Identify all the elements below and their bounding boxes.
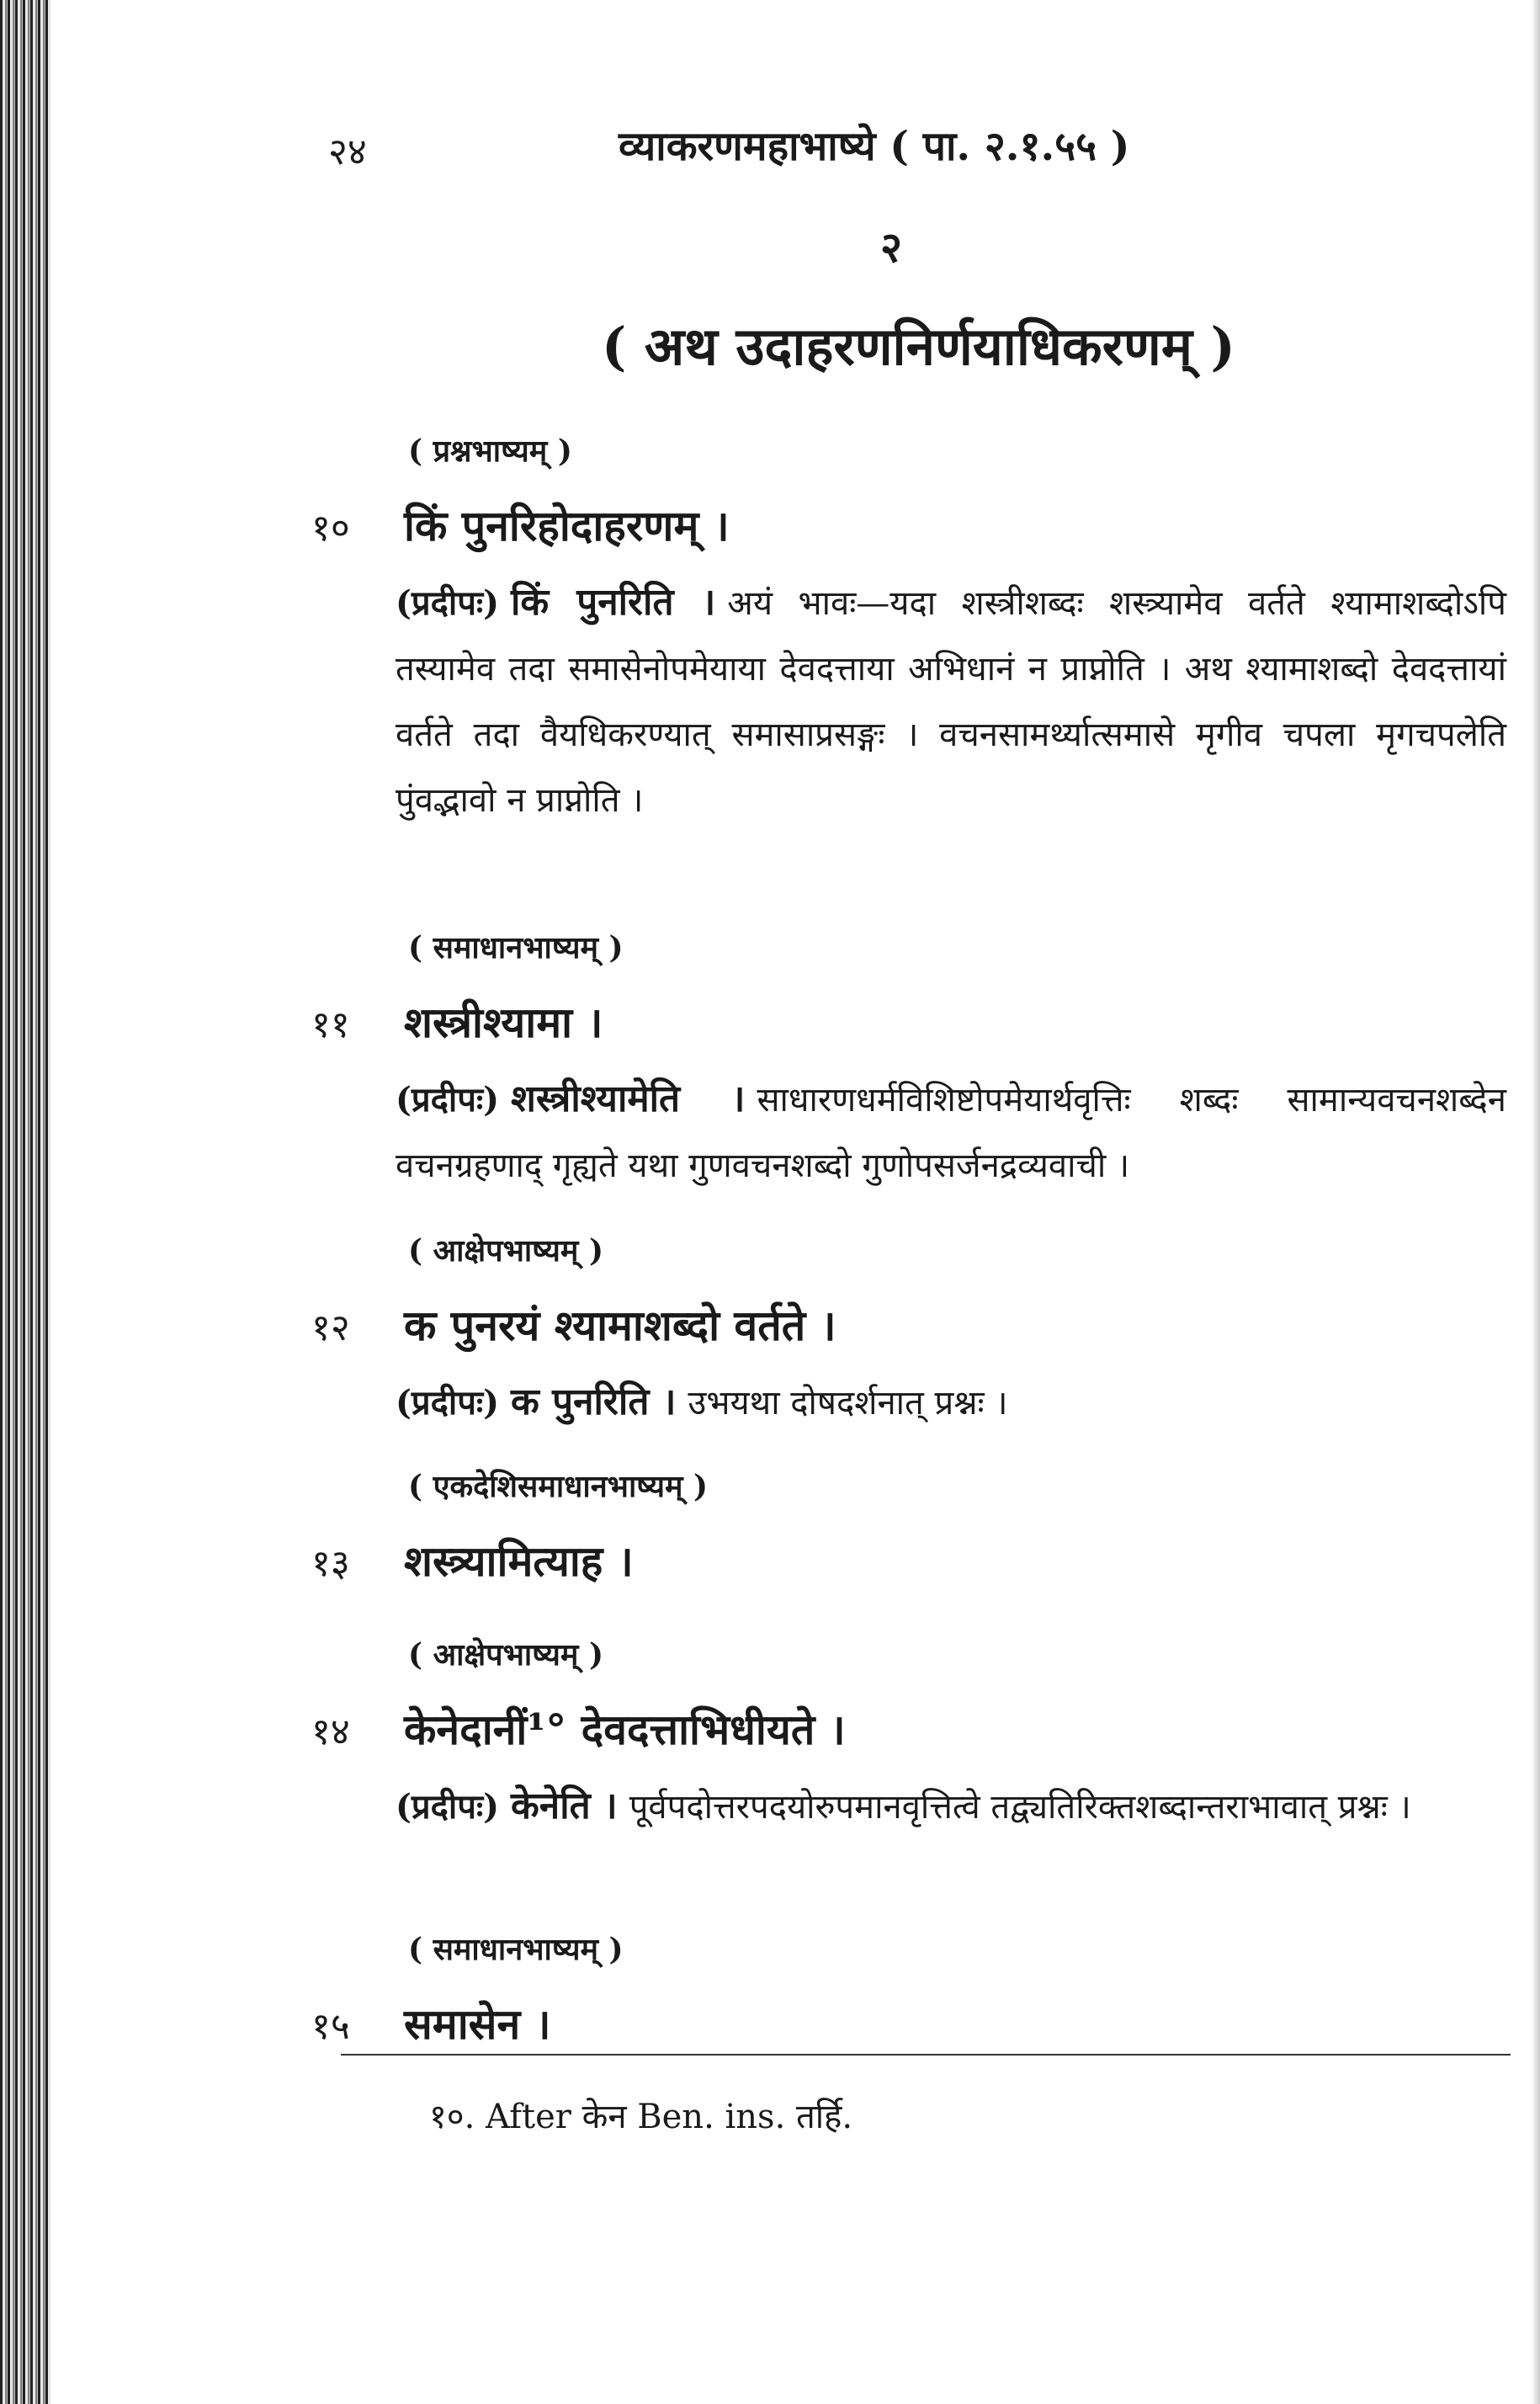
bhashya-text: किं पुनरिहोदाहरणम् । <box>404 501 730 550</box>
commentary-text: साधारणधर्मविशिष्टोपमेयार्थवृत्तिः शब्दः सामान्यवचनशब्देन वचनग्रहणाद् गृह्यते यथा गुणवचनशब्दो गुणोपसर्जनद्रव्यवाची । <box>396 1081 1506 1185</box>
commentary-prefix: (प्रदीपः) <box>396 1080 500 1120</box>
commentary-keyword: क पुनरिति । <box>511 1380 677 1423</box>
block-label: ( समाधानभाष्यम् ) <box>408 930 624 965</box>
bhashya-text: शस्त्रीश्यामा । <box>404 997 603 1047</box>
line-number: १२ <box>311 1306 350 1349</box>
block-label: ( आक्षेपभाष्यम् ) <box>408 1233 604 1268</box>
commentary-prefix: (प्रदीपः) <box>396 583 500 623</box>
commentary-text: उभयथा दोषदर्शनात् प्रश्नः । <box>688 1384 1008 1423</box>
bhashya-text: शस्त्र्यामित्याह । <box>404 1536 634 1586</box>
bhashya-block <box>311 1633 1506 1840</box>
section-title: ( अथ उदाहरणनिर्णयाधिकरणम् ) <box>602 316 1235 377</box>
pradipa-commentary <box>396 570 1506 833</box>
page-header <box>328 118 1170 177</box>
bhashya-block <box>311 429 1506 833</box>
bhashya-line <box>311 992 1506 1050</box>
commentary-prefix: (प्रदीपः) <box>396 1383 500 1423</box>
block-label: ( प्रश्नभाष्यम् ) <box>408 433 572 469</box>
commentary-text: पूर्वपदोत्तरपदयोरुपमानवृत्तित्वे तद्व्यतिरिक्तशब्दान्तराभावात् प्रश्नः । <box>629 1788 1411 1827</box>
line-number: १५ <box>311 2005 350 2048</box>
block-label: ( आक्षेपभाष्यम् ) <box>408 1637 604 1673</box>
bhashya-block <box>311 1928 1506 2051</box>
block-label: ( समाधानभाष्यम् ) <box>408 1932 624 1967</box>
line-number: १३ <box>311 1542 350 1585</box>
section-number: २ <box>880 222 902 272</box>
line-number: १० <box>311 507 350 550</box>
commentary-text: अयं भावः—यदा शस्त्रीशब्दः शस्त्र्यामेव वर्तते श्यामाशब्दोऽपि तस्यामेव तदा समासेनोपमेयाया देवदत्ताया अभिधानं न प्राप्नोति । अथ श्यामाशब्दो देवदत्तायां वर्तते तदा वैयधिकरण्यात् समासाप्रसङ्गः । वचनसामर्थ्यात्समासे मृगीव चपला मृगचपलेति पुंवद्भावो न प्राप्नोति । <box>396 584 1507 820</box>
bhashya-text: केनेदानीं¹° देवदत्ताभिधीयते । <box>404 1705 846 1754</box>
commentary-keyword: केनेति । <box>511 1784 618 1827</box>
bhashya-line <box>311 1994 1506 2051</box>
block-label: ( एकदेशिसमाधानभाष्यम् ) <box>408 1469 709 1504</box>
footnote-divider <box>341 2054 1511 2056</box>
pradipa-commentary <box>396 1066 1506 1199</box>
bhashya-line <box>311 1531 1506 1588</box>
running-title: व्याकरणमहाभाष्ये ( पा. २.१.५५ ) <box>619 123 1130 170</box>
line-number: ११ <box>311 1003 350 1046</box>
pradipa-commentary <box>396 1370 1506 1436</box>
commentary-prefix: (प्रदीपः) <box>396 1787 500 1827</box>
footnote: १०. After केन Ben. ins. तर्हि. <box>429 2098 853 2136</box>
bhashya-block <box>311 1229 1506 1436</box>
commentary-keyword: शस्त्रीश्यामेति । <box>511 1077 746 1120</box>
bhashya-line <box>311 496 1506 553</box>
bhashya-text: क पुनरयं श्यामाशब्दो वर्तते । <box>404 1300 836 1350</box>
bhashya-line <box>311 1699 1506 1757</box>
bhashya-text: समासेन । <box>404 1999 551 2049</box>
line-number: १४ <box>311 1710 350 1753</box>
pradipa-commentary <box>396 1774 1506 1840</box>
bhashya-block <box>311 926 1506 1199</box>
page-number: २४ <box>328 130 367 173</box>
bhashya-block <box>311 1465 1506 1588</box>
bhashya-line <box>311 1295 1506 1353</box>
commentary-keyword: किं पुनरिति । <box>511 581 716 624</box>
